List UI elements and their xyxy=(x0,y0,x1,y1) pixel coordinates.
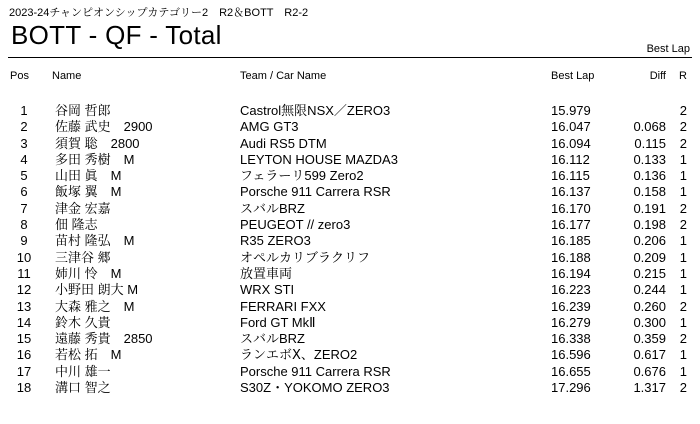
row-r: 1 xyxy=(679,184,687,200)
row-diff: 0.209 xyxy=(633,249,666,265)
row-name: 多田 秀樹 M xyxy=(55,151,135,167)
table-row xyxy=(0,347,700,363)
table-row xyxy=(0,233,700,249)
table-row xyxy=(0,266,700,282)
row-diff: 0.215 xyxy=(633,265,666,281)
header-team: Team / Car Name xyxy=(240,70,327,82)
table-header xyxy=(0,69,700,83)
row-best-lap: 16.188 xyxy=(551,249,591,265)
row-best-lap: 16.185 xyxy=(551,233,591,249)
row-diff: 0.191 xyxy=(633,200,666,216)
row-team: Audi RS5 DTM xyxy=(240,135,327,151)
row-r: 1 xyxy=(679,265,687,281)
table-row xyxy=(0,103,700,119)
row-pos: 5 xyxy=(20,168,28,184)
table-row xyxy=(0,136,700,152)
row-name: 小野田 朗大 M xyxy=(55,282,139,298)
row-r: 2 xyxy=(679,331,687,347)
row-r: 1 xyxy=(679,347,687,363)
row-r: 1 xyxy=(679,314,687,330)
row-diff: 0.244 xyxy=(633,282,666,298)
row-best-lap: 16.279 xyxy=(551,314,591,330)
row-diff: 0.617 xyxy=(633,347,666,363)
row-team: FERRARI FXX xyxy=(240,298,326,314)
row-team: Ford GT MkⅡ xyxy=(240,314,316,330)
row-diff: 0.359 xyxy=(633,331,666,347)
row-diff: 0.136 xyxy=(633,168,666,184)
row-r: 1 xyxy=(679,363,687,379)
row-team: Castrol無限NSX／ZERO3 xyxy=(240,103,391,118)
row-r: 2 xyxy=(679,135,687,151)
table-row xyxy=(0,315,700,331)
table-row xyxy=(0,364,700,380)
row-diff: 0.133 xyxy=(633,151,666,167)
table-row xyxy=(0,331,700,347)
row-pos: 4 xyxy=(20,151,28,167)
row-name: 山田 眞 M xyxy=(55,168,122,184)
row-best-lap: 16.338 xyxy=(551,331,591,347)
row-diff: 0.300 xyxy=(633,314,666,330)
row-best-lap: 16.137 xyxy=(551,184,591,200)
row-pos: 6 xyxy=(20,184,28,200)
row-team: 放置車両 xyxy=(240,265,293,281)
row-best-lap: 16.115 xyxy=(551,168,590,184)
row-pos: 13 xyxy=(16,298,32,314)
row-team: AMG GT3 xyxy=(240,119,299,135)
row-r: 1 xyxy=(679,249,687,265)
row-team: S30Z・YOKOMO ZERO3 xyxy=(240,380,390,396)
row-diff: 1.317 xyxy=(633,380,666,396)
row-team: R35 ZERO3 xyxy=(240,233,311,249)
row-team: スバルBRZ xyxy=(240,200,306,216)
event-subtitle: 2023-24チャンピオンシップカテゴリー2 R2＆BOTT R2-2 xyxy=(9,7,309,19)
row-pos: 18 xyxy=(16,380,32,396)
row-team: LEYTON HOUSE MAZDA3 xyxy=(240,151,398,167)
row-best-lap: 16.112 xyxy=(551,151,590,167)
row-r: 1 xyxy=(679,233,687,249)
row-team: オペルカリブラクリフ xyxy=(240,249,371,265)
header-name: Name xyxy=(52,70,82,82)
table-row xyxy=(0,168,700,184)
row-best-lap: 16.177 xyxy=(551,217,591,233)
row-best-lap: 16.239 xyxy=(551,298,591,314)
row-team: スバルBRZ xyxy=(240,331,306,347)
row-name: 鈴木 久貴 xyxy=(55,314,111,330)
row-r: 2 xyxy=(679,200,687,216)
row-r: 2 xyxy=(679,103,687,118)
row-name: 佐藤 武史 2900 xyxy=(55,119,153,135)
row-pos: 12 xyxy=(16,282,32,298)
table-row xyxy=(0,201,700,217)
row-pos: 3 xyxy=(20,135,28,151)
table-row xyxy=(0,184,700,200)
row-r: 2 xyxy=(679,380,687,396)
row-name: 苗村 隆弘 M xyxy=(55,233,135,249)
row-name: 谷岡 哲郎 xyxy=(55,103,111,118)
row-name: 姉川 怜 M xyxy=(55,265,122,281)
table-row xyxy=(0,217,700,233)
row-r: 1 xyxy=(679,151,687,167)
table-row xyxy=(0,250,700,266)
title-divider xyxy=(8,57,692,58)
table-row xyxy=(0,380,700,396)
row-pos: 8 xyxy=(20,217,28,233)
row-pos: 7 xyxy=(20,200,28,216)
row-diff: 0.198 xyxy=(633,217,666,233)
row-best-lap: 16.094 xyxy=(551,135,591,151)
row-pos: 15 xyxy=(16,331,32,347)
row-r: 1 xyxy=(679,168,687,184)
row-pos: 2 xyxy=(20,119,28,135)
row-pos: 10 xyxy=(16,249,32,265)
row-diff: 0.260 xyxy=(633,298,666,314)
row-diff: 0.676 xyxy=(633,363,666,379)
row-name: 若松 拓 M xyxy=(55,347,122,363)
row-diff: 0.068 xyxy=(633,119,666,135)
row-pos: 14 xyxy=(16,314,32,330)
table-row xyxy=(0,282,700,298)
row-best-lap: 16.596 xyxy=(551,347,591,363)
row-best-lap: 16.170 xyxy=(551,200,591,216)
row-pos: 16 xyxy=(16,347,32,363)
row-best-lap: 16.047 xyxy=(551,119,591,135)
row-best-lap: 16.194 xyxy=(551,265,591,281)
row-team: ランエボⅩ、ZERO2 xyxy=(240,347,358,363)
table-row xyxy=(0,299,700,315)
row-name: 溝口 智之 xyxy=(55,380,111,396)
row-name: 須賀 聡 2800 xyxy=(55,135,140,151)
row-best-lap: 16.223 xyxy=(551,282,591,298)
row-r: 2 xyxy=(679,298,687,314)
row-pos: 11 xyxy=(17,265,31,281)
row-name: 三津谷 郷 xyxy=(55,249,111,265)
row-pos: 9 xyxy=(20,233,28,249)
row-best-lap: 15.979 xyxy=(551,103,591,118)
row-best-lap: 17.296 xyxy=(551,380,591,396)
row-r: 2 xyxy=(679,217,687,233)
row-diff: 0.158 xyxy=(633,184,666,200)
row-team: Porsche 911 Carrera RSR xyxy=(240,363,391,379)
page-title: BOTT - QF - Total xyxy=(11,20,222,50)
results-table xyxy=(0,103,700,396)
row-pos: 17 xyxy=(16,363,32,379)
row-team: WRX STI xyxy=(240,282,295,298)
row-name: 佃 隆志 xyxy=(55,217,98,233)
row-r: 1 xyxy=(679,282,687,298)
header-pos: Pos xyxy=(10,70,29,82)
header-best-lap: Best Lap xyxy=(551,70,595,82)
row-name: 大森 雅之 M xyxy=(55,298,135,314)
row-best-lap: 16.655 xyxy=(551,363,591,379)
table-row xyxy=(0,119,700,135)
row-name: 遠藤 秀貴 2850 xyxy=(55,331,153,347)
row-pos: 1 xyxy=(20,103,28,118)
row-r: 2 xyxy=(679,119,687,135)
row-team: フェラーリ599 Zero2 xyxy=(240,168,364,184)
row-name: 飯塚 翼 M xyxy=(55,184,122,200)
header-r: R xyxy=(679,70,687,82)
sort-label: Best Lap xyxy=(646,43,690,55)
row-team: PEUGEOT // zero3 xyxy=(240,217,351,233)
row-name: 津金 宏嘉 xyxy=(55,200,111,216)
row-name: 中川 雄一 xyxy=(55,363,111,379)
row-diff: 0.206 xyxy=(633,233,666,249)
row-diff: 0.115 xyxy=(634,135,666,151)
header-diff: Diff xyxy=(649,70,666,82)
table-row xyxy=(0,152,700,168)
row-team: Porsche 911 Carrera RSR xyxy=(240,184,391,200)
